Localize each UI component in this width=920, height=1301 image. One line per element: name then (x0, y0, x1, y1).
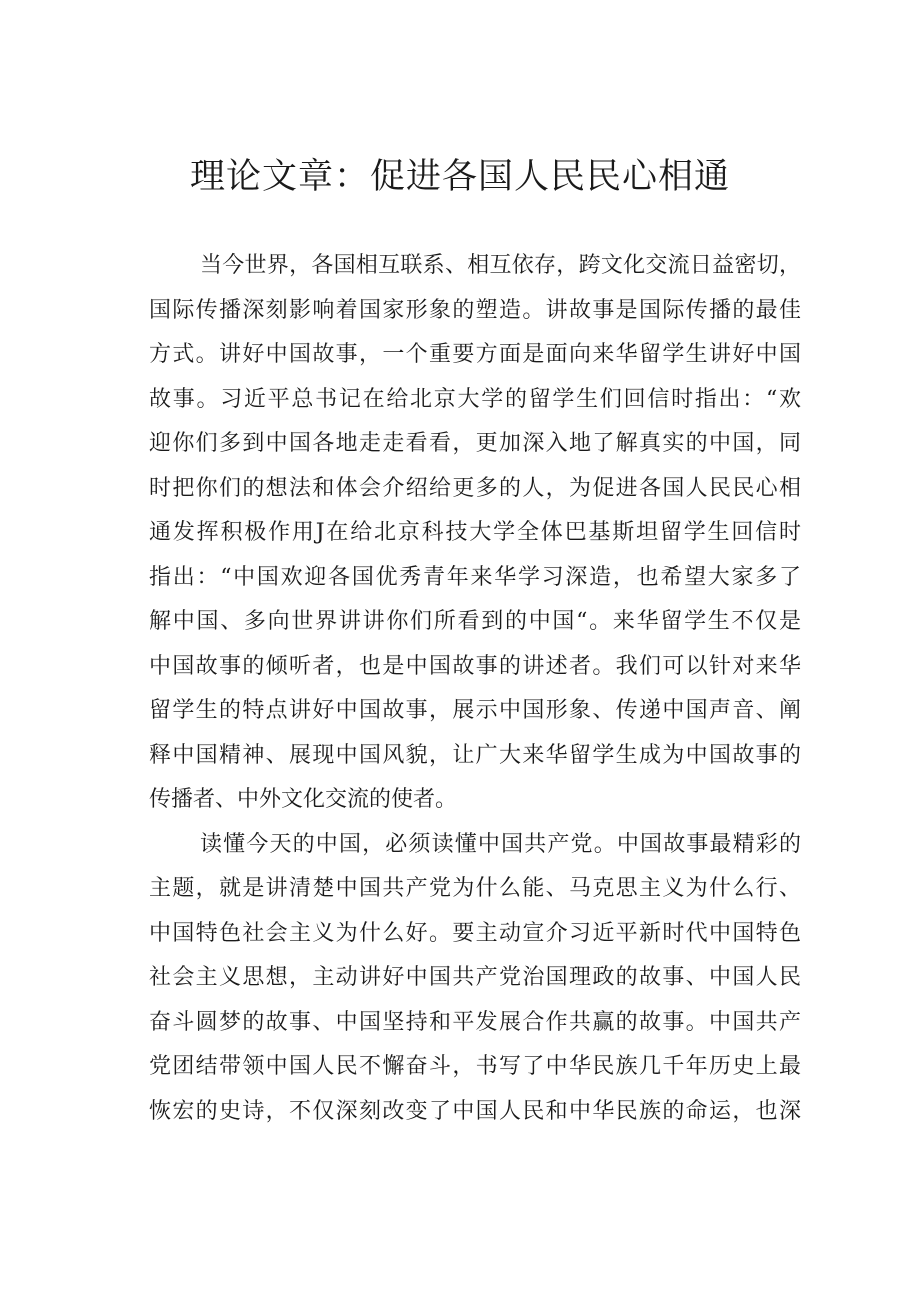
text-line: 留学生的特点讲好中国故事，展示中国形象、传递中国声音、阐 (149, 698, 801, 723)
text-line: 读懂今天的中国，必须读懂中国共产党。中国故事最精彩的 (200, 831, 801, 857)
text-line: 迎你们多到中国各地走走看看，更加深入地了解真实的中国，同 (149, 431, 801, 456)
paragraph (149, 823, 801, 1135)
text-line: 故事。习近平总书记在给北京大学的留学生们回信时指出：“欢 (149, 386, 801, 412)
text-line: 释中国精神、展现中国风貌，让广大来华留学生成为中国故事的 (149, 742, 801, 768)
document-body (149, 244, 801, 1134)
text-line: 解中国、多向世界讲讲你们所看到的中国“。来华留学生不仅是 (149, 609, 801, 634)
paragraph (149, 244, 801, 823)
text-line: 中国故事的倾听者，也是中国故事的讲述者。我们可以针对来华 (149, 653, 801, 679)
text-line: 恢宏的史诗，不仅深刻改变了中国人民和中华民族的命运，也深 (149, 1098, 801, 1124)
text-line: 指出：“中国欢迎各国优秀青年来华学习深造，也希望大家多了 (149, 564, 801, 590)
text-line: 方式。讲好中国故事，一个重要方面是面向来华留学生讲好中国 (149, 342, 801, 367)
text-line: 党团结带领中国人民不懈奋斗，书写了中华民族几千年历史上最 (149, 1054, 801, 1079)
text-line: 当今世界，各国相互联系、相互依存，跨文化交流日益密切， (200, 253, 801, 278)
text-line: 奋斗圆梦的故事、中国坚持和平发展合作共赢的故事。中国共产 (149, 1009, 801, 1035)
text-line: 主题，就是讲清楚中国共产党为什么能、马克思主义为什么行、 (149, 876, 801, 901)
document-title: 理论文章：促进各国人民民心相通 (189, 157, 730, 197)
text-line: 传播者、中外文化交流的使者。 (149, 787, 458, 812)
text-line: 中国特色社会主义为什么好。要主动宣介习近平新时代中国特色 (149, 920, 801, 946)
text-line: 通发挥积极作用J在给北京科技大学全体巴基斯坦留学生回信时 (149, 520, 801, 545)
text-line: 国际传播深刻影响着国家形象的塑造。讲故事是国际传播的最佳 (149, 297, 801, 323)
text-line: 社会主义思想，主动讲好中国共产党治国理政的故事、中国人民 (149, 965, 801, 990)
text-line: 时把你们的想法和体会介绍给更多的人，为促进各国人民民心相 (149, 475, 801, 501)
